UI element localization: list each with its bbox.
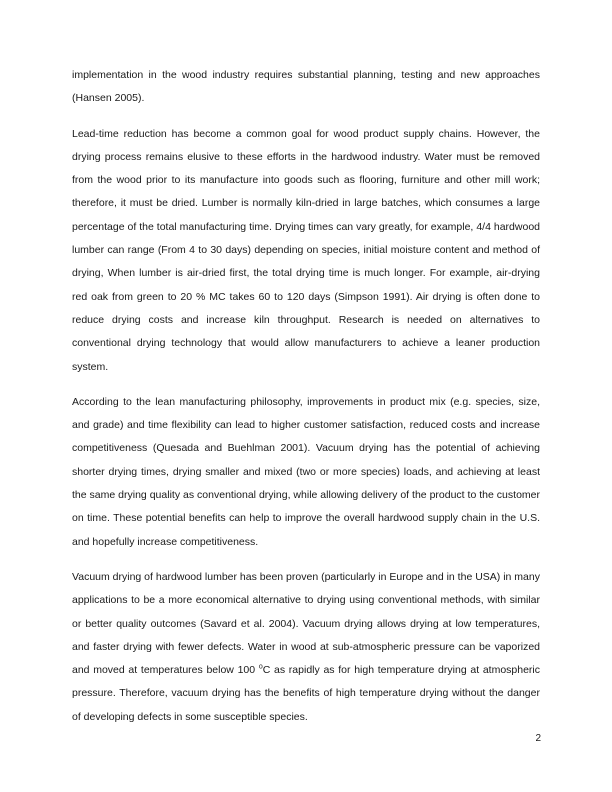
- paragraph-continuation: implementation in the wood industry requires substantial planning, testing and new approaches (Hansen 2005).: [72, 69, 540, 105]
- paragraph-vacuum-drying: [72, 566, 540, 729]
- paragraph-vacuum-drying-text-part2: C as rapidly as for high temperature drying at atmospheric pressure. Therefore, vacuum drying has the benefits of high temperature drying without the danger of developing defects in some susceptible species.: [72, 664, 541, 723]
- paragraph-vacuum-drying-text-part1: Vacuum drying of hardwood lumber has been proven (particularly in Europe and in the USA) in many applications to be a more economical alternative to drying using conventional methods, with similar or better quality outcomes (Savard et al. 2004). Vacuum drying allows drying at low temperatures, and faster drying with fewer defects. Water in wood at sub-atmospheric pressure can be vaporized and moved at temperatures below 100: [72, 570, 540, 677]
- page-number: 2: [535, 733, 541, 744]
- degree-superscript: o: [258, 663, 263, 671]
- paragraph-lean-manufacturing: According to the lean manufacturing philosophy, improvements in product mix (e.g. species, size, and grade) and time flexibility can lead to higher customer satisfaction, reduced costs and increase competitiveness (Quesada and Buehlman 2001). Vacuum drying has the potential of achieving shorter drying times, drying smaller and mixed (two or more species) loads, and achieving at least the same drying quality as conventional drying, while allowing delivery of the product to the customer on time. These potential benefits can help to improve the overall hardwood supply chain in the U.S. and hopefully increase competitiveness.: [72, 395, 540, 548]
- paragraph-lead-time-reduction: Lead-time reduction has become a common goal for wood product supply chains. However, the drying process remains elusive to these efforts in the hardwood industry. Water must be removed from the wood prior to its manufacture into goods such as flooring, furniture and other mill work; therefore, it must be dried. Lumber is normally kiln-dried in large batches, which consumes a large percentage of the total manufacturing time. Drying times can vary greatly, for example, 4/4 hardwood lumber can range (From 4 to 30 days) depending on species, initial moisture content and method of drying, When lumber is air-dried first, the total drying time is much longer. For example, air-drying red oak from green to 20 % MC takes 60 to 120 days (Simpson 1991). Air drying is often done to reduce drying costs and increase kiln throughput. Research is needed on alternatives to conventional drying technology that would allow manufacturers to achieve a leaner production system.: [72, 127, 540, 373]
- document-page: [72, 64, 540, 741]
